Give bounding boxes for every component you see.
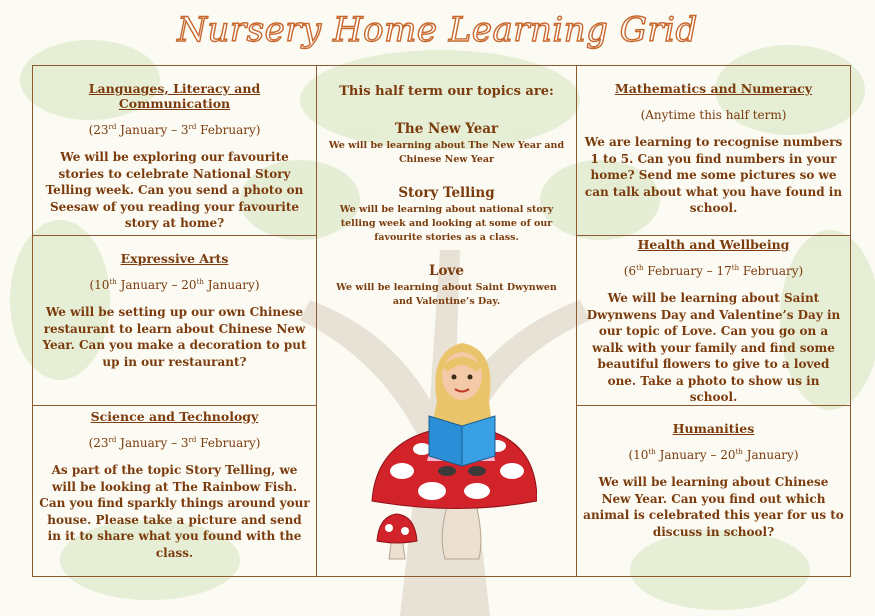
topic-story-telling: Story Telling <box>398 185 495 201</box>
topics-cell <box>317 66 577 576</box>
topics-heading: This half term our topics are: <box>339 84 554 99</box>
humanities-heading: Humanities <box>672 421 755 436</box>
health-cell <box>577 236 850 406</box>
health-dates: (6th February – 17th February) <box>623 264 804 278</box>
humanities-cell <box>577 406 850 576</box>
maths-heading: Mathematics and Numeracy <box>614 81 813 96</box>
expressive-arts-cell <box>33 236 317 406</box>
health-heading: Health and Wellbeing <box>637 237 790 252</box>
science-dates: (23rd January – 3rd February) <box>88 436 261 450</box>
maths-body: We are learning to recognise numbers 1 to 5. Can you find numbers in your home? Send me some pictures so we can talk about what you have found in school. <box>584 135 843 215</box>
health-body: We will be learning about Saint Dwynwens Day and Valentine’s Day in our topic of Love. Can you go on a walk with your family and find some beautiful flowers to give to a loved one. Take a photo to show us in school. <box>586 291 841 404</box>
teacher-reading-illustration <box>367 331 537 561</box>
expressive-arts-dates: (10th January – 20th January) <box>89 278 260 292</box>
topic-love-desc: We will be learning about Saint Dwynwen and Valentine’s Day. <box>336 282 557 307</box>
literacy-cell <box>33 66 317 236</box>
expressive-arts-body: We will be setting up our own Chinese restaurant to learn about Chinese New Year. Can you make a decoration to put up in our restaurant? <box>42 305 307 369</box>
topic-new-year: The New Year <box>394 121 499 137</box>
humanities-body: We will be learning about Chinese New Year. Can you find out which animal is celebrated this year for us to discuss in school? <box>583 475 844 539</box>
topic-love: Love <box>429 263 464 279</box>
maths-cell <box>577 66 850 236</box>
literacy-heading: Languages, Literacy and Communication <box>88 81 261 111</box>
science-body: As part of the topic Story Telling, we will be looking at The Rainbow Fish. Can you find sparkly things around your house. Please take a picture and send in it to share what you found with the class. <box>39 463 310 560</box>
humanities-dates: (10th January – 20th January) <box>628 448 799 462</box>
topic-new-year-desc: We will be learning about The New Year and Chinese New Year <box>328 140 565 165</box>
learning-grid <box>32 65 851 577</box>
science-heading: Science and Technology <box>90 409 259 424</box>
topic-story-telling-desc: We will be learning about national story telling week and looking at some of our favourite stories as a class. <box>339 204 554 243</box>
expressive-arts-heading: Expressive Arts <box>120 251 229 266</box>
page-title: Nursery Home Learning Grid <box>177 10 698 50</box>
maths-dates: (Anytime this half term) <box>640 108 787 122</box>
science-cell <box>33 406 317 576</box>
literacy-body: We will be exploring our favourite stories to celebrate National Story Telling week. Can you send a photo on Seesaw of you reading your favourite story at home? <box>45 150 304 230</box>
literacy-dates: (23rd January – 3rd February) <box>88 123 261 137</box>
